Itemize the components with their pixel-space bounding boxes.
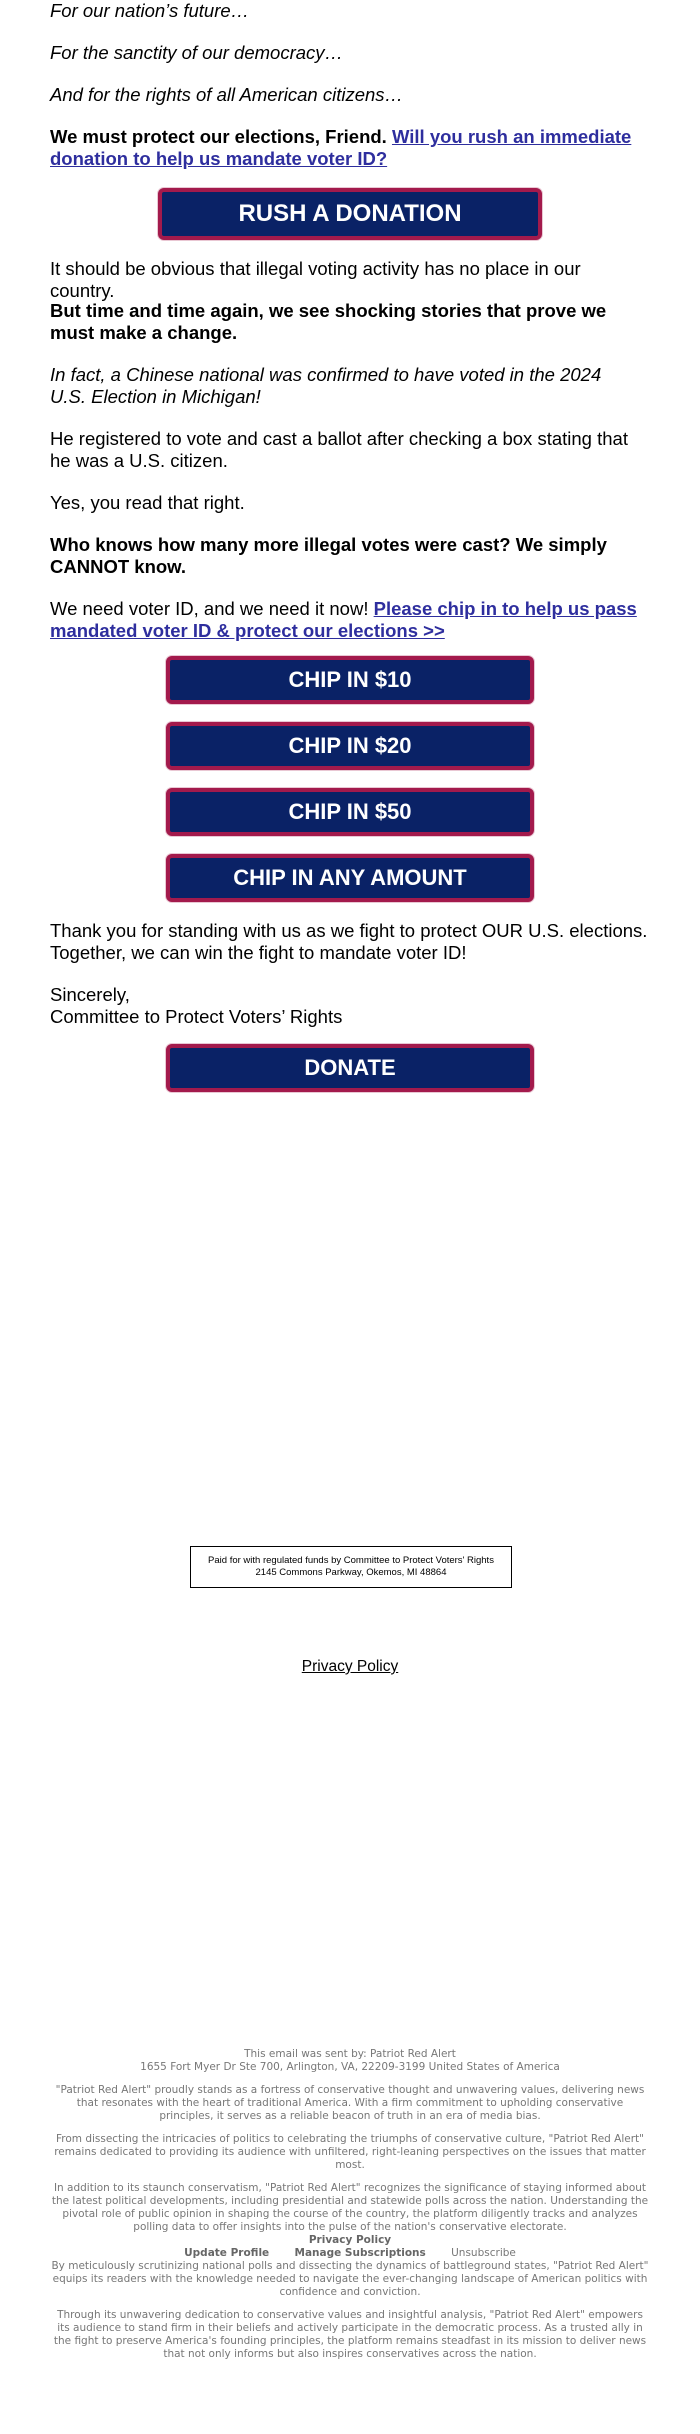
- footer-paragraph-2: From dissecting the intricacies of politics to celebrating the triumphs of conservative culture, "Patriot Red Alert" remains dedicated to providing its audience with unfiltered, right-leaning perspectives on the issues that matter most.: [54, 2133, 646, 2171]
- unsubscribe-link[interactable]: Unsubscribe: [451, 2247, 516, 2259]
- who-knows-text: [50, 534, 650, 578]
- donate-button[interactable]: DONATE: [166, 1044, 534, 1092]
- chip-in-link[interactable]: Please chip in to help us pass mandated voter ID & protect our elections >>: [50, 598, 637, 641]
- update-profile-link[interactable]: Update Profile: [184, 2247, 270, 2259]
- footer-sent-by: This email was sent by: Patriot Red Alert: [244, 2048, 456, 2060]
- email-footer: [50, 2048, 650, 2361]
- registered-text: He registered to vote and cast a ballot after checking a box stating that he was a U.S. citizen.: [50, 428, 628, 471]
- obvious-text: It should be obvious that illegal voting activity has no place in our country.: [50, 258, 581, 301]
- thank-you-text: Thank you for standing with us as we fight to protect OUR U.S. elections. Together, we can win the fight to mandate voter ID!: [50, 920, 648, 963]
- privacy-section: [0, 1658, 700, 1676]
- footer-paragraph-4: By meticulously scrutinizing national polls and dissecting the dynamics of battleground states, "Patriot Red Alert" equips its readers with the knowledge needed to navigate the ever-changing landscape of American politics with confidence and conviction.: [51, 2260, 649, 2298]
- manage-subscriptions-link[interactable]: Manage Subscriptions: [294, 2247, 426, 2259]
- who-knows-part-a: Who knows how many more illegal votes were cast? We simply: [50, 534, 607, 555]
- footer-links: [50, 2247, 650, 2260]
- chip-in-any-amount-button[interactable]: CHIP IN ANY AMOUNT: [166, 854, 534, 902]
- need-id-text: We need voter ID, and we need it now!: [50, 598, 369, 619]
- chip-in-50-button[interactable]: CHIP IN $50: [166, 788, 534, 836]
- signature-text: Committee to Protect Voters’ Rights: [50, 1006, 343, 1027]
- footer-paragraph-3: In addition to its staunch conservatism, "Patriot Red Alert" recognizes the significance of staying informed about the latest political developments, including presidential and statewide polls across the nation. Understanding the pivotal role of public opinion in shaping the course of the country, the platform diligently tracks and analyzes polling data to offer insights into the pulse of the nation's conservative electorate.: [51, 2182, 649, 2233]
- intro-line-1: For our nation’s future…: [50, 0, 250, 21]
- chip-in-10-button[interactable]: CHIP IN $10: [166, 656, 534, 704]
- who-knows-part-c: know.: [129, 556, 187, 577]
- rush-donation-button[interactable]: RUSH A DONATION: [158, 188, 542, 240]
- footer-paragraph-5: Through its unwavering dedication to conservative values and insightful analysis, "Patriot Red Alert" empowers its audience to stand firm in their beliefs and actively participate in the democratic process. As a trusted ally in the fight to preserve America's founding principles, the platform remains steadfast in its mission to deliver news that not only informs but also inspires conservatives across the nation.: [53, 2309, 647, 2360]
- donation-link[interactable]: Will you rush an immediate donation to help us mandate voter ID?: [50, 126, 632, 169]
- intro-line-3: And for the rights of all American citizens…: [50, 84, 404, 105]
- chip-in-20-button[interactable]: CHIP IN $20: [166, 722, 534, 770]
- intro-line-2: For the sanctity of our democracy…: [50, 42, 344, 63]
- yes-read-text: Yes, you read that right.: [50, 492, 245, 513]
- protect-text: We must protect our elections, Friend.: [50, 126, 387, 147]
- sincerely-text: Sincerely,: [50, 984, 130, 1005]
- footer-privacy-link[interactable]: Privacy Policy: [308, 2234, 392, 2246]
- who-knows-part-b: CANNOT: [50, 556, 130, 577]
- privacy-policy-link[interactable]: Privacy Policy: [301, 1658, 399, 1675]
- time-again-text: But time and time again, we see shocking stories that prove we must make a change.: [50, 300, 607, 343]
- footer-address: 1655 Fort Myer Dr Ste 700, Arlington, VA, 22209-3199 United States of America: [140, 2061, 560, 2073]
- need-id-paragraph: [50, 598, 650, 642]
- footer-paragraph-1: "Patriot Red Alert" proudly stands as a fortress of conservative thought and unwavering values, delivering news that resonates with the heart of traditional America. With a firm commitment to upholding conservative principles, it serves as a reliable beacon of truth in an era of media bias.: [55, 2084, 645, 2122]
- protect-paragraph: [50, 126, 650, 170]
- chinese-national-text: In fact, a Chinese national was confirmed to have voted in the 2024 U.S. Election in Michigan!: [50, 364, 602, 407]
- paid-for-disclaimer: Paid for with regulated funds by Committee to Protect Voters' Rights 2145 Commons Parkway, Okemos, MI 48864: [190, 1546, 512, 1588]
